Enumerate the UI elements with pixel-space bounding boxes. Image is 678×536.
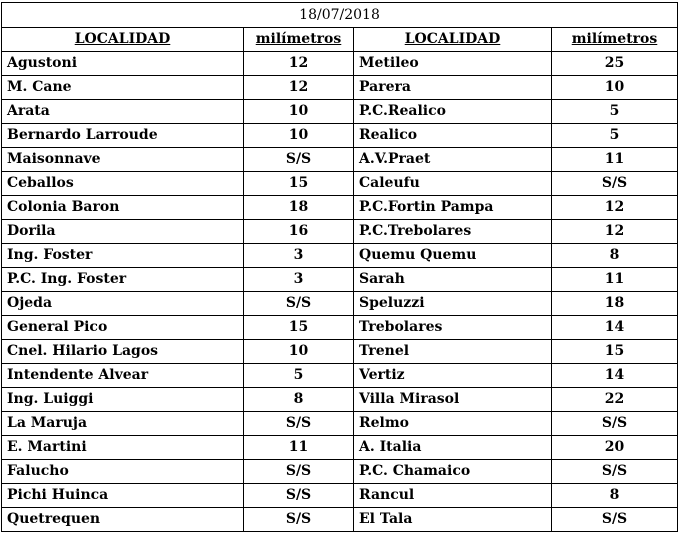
mm-cell-left: S/S xyxy=(244,460,354,484)
mm-cell-left: S/S xyxy=(244,148,354,172)
mm-cell-right: S/S xyxy=(552,460,678,484)
mm-cell-right: 20 xyxy=(552,436,678,460)
mm-cell-right: 5 xyxy=(552,100,678,124)
mm-cell-right: 8 xyxy=(552,484,678,508)
mm-cell-right: 11 xyxy=(552,148,678,172)
locality-cell-right: Parera xyxy=(354,76,552,100)
mm-cell-left: 12 xyxy=(244,76,354,100)
locality-cell-left: Arata xyxy=(2,100,244,124)
table-row xyxy=(2,148,678,172)
header-locality-right: LOCALIDAD xyxy=(354,28,552,52)
mm-cell-left: 5 xyxy=(244,364,354,388)
mm-cell-right: 12 xyxy=(552,220,678,244)
table-row xyxy=(2,244,678,268)
mm-cell-right: 25 xyxy=(552,52,678,76)
locality-cell-left: Dorila xyxy=(2,220,244,244)
table-row xyxy=(2,484,678,508)
mm-cell-right: 8 xyxy=(552,244,678,268)
report-date: 18/07/2018 xyxy=(2,3,678,28)
locality-cell-left: Colonia Baron xyxy=(2,196,244,220)
mm-cell-left: 10 xyxy=(244,124,354,148)
mm-cell-left: 18 xyxy=(244,196,354,220)
mm-cell-left: S/S xyxy=(244,484,354,508)
mm-cell-left: 3 xyxy=(244,244,354,268)
rainfall-table xyxy=(1,2,678,532)
locality-cell-left: General Pico xyxy=(2,316,244,340)
locality-cell-left: Intendente Alvear xyxy=(2,364,244,388)
table-row xyxy=(2,268,678,292)
table-row xyxy=(2,196,678,220)
locality-cell-left: Ing. Foster xyxy=(2,244,244,268)
table-row xyxy=(2,292,678,316)
table-row xyxy=(2,340,678,364)
locality-cell-right: Vertiz xyxy=(354,364,552,388)
locality-cell-left: Bernardo Larroude xyxy=(2,124,244,148)
locality-cell-right: Rancul xyxy=(354,484,552,508)
table-row xyxy=(2,508,678,532)
mm-cell-left: 16 xyxy=(244,220,354,244)
table-row xyxy=(2,124,678,148)
locality-cell-right: P.C. Chamaico xyxy=(354,460,552,484)
locality-cell-left: P.C. Ing. Foster xyxy=(2,268,244,292)
table-row xyxy=(2,100,678,124)
mm-cell-right: 22 xyxy=(552,388,678,412)
locality-cell-right: Speluzzi xyxy=(354,292,552,316)
locality-cell-left: Falucho xyxy=(2,460,244,484)
mm-cell-right: 5 xyxy=(552,124,678,148)
mm-cell-right: 11 xyxy=(552,268,678,292)
table-row xyxy=(2,316,678,340)
locality-cell-right: Caleufu xyxy=(354,172,552,196)
table-row xyxy=(2,436,678,460)
header-mm-right: milímetros xyxy=(552,28,678,52)
mm-cell-right: S/S xyxy=(552,508,678,532)
locality-cell-right: P.C.Fortin Pampa xyxy=(354,196,552,220)
locality-cell-left: Ceballos xyxy=(2,172,244,196)
mm-cell-right: 15 xyxy=(552,340,678,364)
locality-cell-right: Sarah xyxy=(354,268,552,292)
mm-cell-right: 14 xyxy=(552,316,678,340)
locality-cell-right: Trenel xyxy=(354,340,552,364)
header-mm-left: milímetros xyxy=(244,28,354,52)
locality-cell-left: La Maruja xyxy=(2,412,244,436)
mm-cell-left: 11 xyxy=(244,436,354,460)
mm-cell-left: 10 xyxy=(244,340,354,364)
mm-cell-left: 8 xyxy=(244,388,354,412)
mm-cell-left: 3 xyxy=(244,268,354,292)
table-body xyxy=(2,52,678,532)
mm-cell-right: 10 xyxy=(552,76,678,100)
locality-cell-left: Pichi Huinca xyxy=(2,484,244,508)
mm-cell-right: 14 xyxy=(552,364,678,388)
locality-cell-right: Realico xyxy=(354,124,552,148)
table-row xyxy=(2,412,678,436)
locality-cell-right: Quemu Quemu xyxy=(354,244,552,268)
locality-cell-left: Agustoni xyxy=(2,52,244,76)
locality-cell-right: Relmo xyxy=(354,412,552,436)
locality-cell-right: Villa Mirasol xyxy=(354,388,552,412)
mm-cell-left: 12 xyxy=(244,52,354,76)
locality-cell-left: Ing. Luiggi xyxy=(2,388,244,412)
mm-cell-left: S/S xyxy=(244,508,354,532)
table-row xyxy=(2,364,678,388)
mm-cell-left: S/S xyxy=(244,292,354,316)
mm-cell-left: 10 xyxy=(244,100,354,124)
mm-cell-right: 12 xyxy=(552,196,678,220)
mm-cell-left: 15 xyxy=(244,172,354,196)
table-row xyxy=(2,52,678,76)
table-row xyxy=(2,172,678,196)
locality-cell-left: E. Martini xyxy=(2,436,244,460)
mm-cell-right: 18 xyxy=(552,292,678,316)
locality-cell-right: Metileo xyxy=(354,52,552,76)
locality-cell-left: Maisonnave xyxy=(2,148,244,172)
locality-cell-right: P.C.Trebolares xyxy=(354,220,552,244)
locality-cell-right: A. Italia xyxy=(354,436,552,460)
locality-cell-left: Cnel. Hilario Lagos xyxy=(2,340,244,364)
locality-cell-right: El Tala xyxy=(354,508,552,532)
locality-cell-left: Quetrequen xyxy=(2,508,244,532)
locality-cell-left: M. Cane xyxy=(2,76,244,100)
date-row xyxy=(2,3,678,28)
locality-cell-left: Ojeda xyxy=(2,292,244,316)
table-row xyxy=(2,388,678,412)
locality-cell-right: P.C.Realico xyxy=(354,100,552,124)
locality-cell-right: A.V.Praet xyxy=(354,148,552,172)
mm-cell-left: S/S xyxy=(244,412,354,436)
header-row xyxy=(2,28,678,52)
locality-cell-right: Trebolares xyxy=(354,316,552,340)
mm-cell-right: S/S xyxy=(552,412,678,436)
header-locality-left: LOCALIDAD xyxy=(2,28,244,52)
table-row xyxy=(2,220,678,244)
table-row xyxy=(2,460,678,484)
mm-cell-left: 15 xyxy=(244,316,354,340)
mm-cell-right: S/S xyxy=(552,172,678,196)
table-row xyxy=(2,76,678,100)
